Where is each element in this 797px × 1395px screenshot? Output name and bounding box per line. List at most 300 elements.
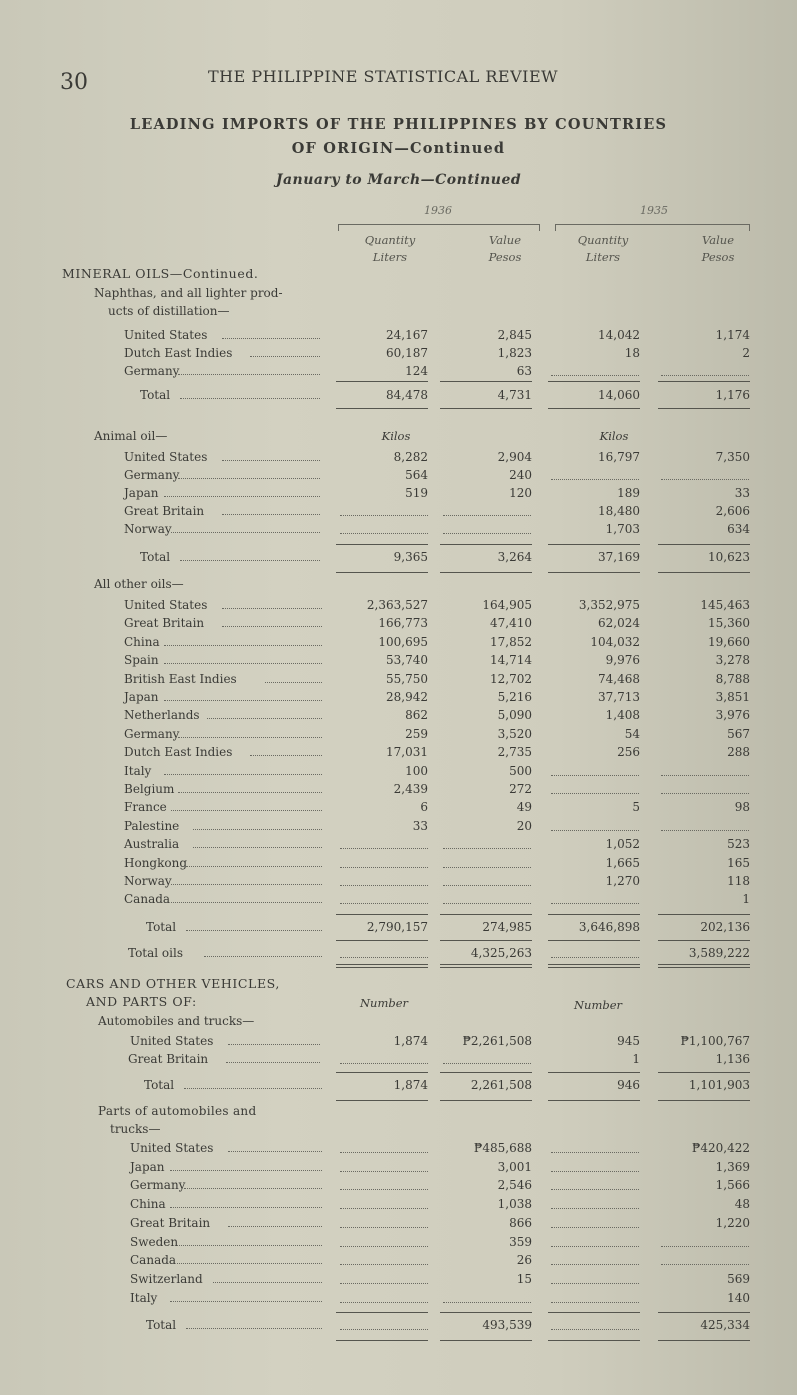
- value-cell-v35: 288: [727, 745, 750, 760]
- value-cell-q35: 1,052: [605, 837, 640, 852]
- empty-cell-q35: [551, 1270, 639, 1284]
- dot-leader: [265, 670, 322, 683]
- value-cell-q36: 519: [405, 486, 428, 500]
- country-name: British East Indies: [124, 671, 237, 686]
- total-row: [0, 944, 797, 962]
- value-cell-q35: 16,797: [598, 450, 640, 464]
- country-name: United States: [130, 1141, 214, 1155]
- value-cell-q35: 5: [632, 800, 640, 815]
- dot-leader: [222, 448, 320, 461]
- country-name: Canada: [130, 1253, 177, 1268]
- value-cell-v35: 202,136: [700, 920, 750, 934]
- table-row: [0, 817, 797, 835]
- value-cell-v36: 5,090: [497, 708, 532, 723]
- dot-leader: [177, 1233, 322, 1246]
- running-head: THE PHILIPPINE STATISTICAL REVIEW: [208, 67, 559, 86]
- empty-cell-q35: [551, 817, 639, 831]
- dot-leader: [250, 743, 322, 756]
- value-cell-v36: 1,038: [497, 1197, 532, 1212]
- underline-rule: [336, 967, 428, 968]
- underline-rule: [440, 967, 532, 968]
- total-row: [0, 1076, 797, 1094]
- value-cell-q35: 1,703: [605, 522, 640, 536]
- country-name: Italy: [124, 763, 152, 778]
- underline-rule: [440, 964, 532, 965]
- total-row: [0, 548, 797, 566]
- empty-cell-q35: [551, 1214, 639, 1228]
- dot-leader: [164, 688, 322, 701]
- empty-cell-q36: [340, 890, 428, 904]
- table-row: [0, 872, 797, 890]
- section-cars-line-2: AND PARTS OF:: [86, 994, 197, 1009]
- country-name: Hongkong: [124, 855, 188, 870]
- dot-leader: [180, 386, 320, 399]
- underline-rule: [440, 381, 532, 382]
- dot-leader: [184, 1076, 322, 1089]
- underline-rule: [548, 544, 640, 545]
- country-name: Canada: [124, 892, 171, 907]
- value-cell-q35: 18,480: [598, 504, 640, 518]
- value-cell-q35: 1,665: [605, 855, 640, 870]
- empty-cell-q35: [551, 1158, 639, 1172]
- underline-rule: [658, 1100, 750, 1101]
- table-title-line-2: OF ORIGIN—Continued: [291, 140, 506, 157]
- value-cell-v35: 3,589,222: [688, 946, 750, 960]
- country-name: Germany: [124, 726, 180, 741]
- value-cell-v35: 569: [727, 1271, 750, 1286]
- value-cell-v36: 63: [516, 364, 532, 378]
- value-cell-q35: 189: [617, 486, 640, 500]
- country-name: Great Britain: [124, 504, 205, 518]
- total-row: [0, 918, 797, 936]
- value-cell-q36: 60,187: [386, 346, 428, 360]
- unit-kilos-1936: Kilos: [381, 429, 411, 443]
- value-cell-v36: 49: [516, 800, 532, 815]
- value-cell-v35: ₱420,422: [691, 1141, 750, 1155]
- empty-cell-q35: [551, 944, 639, 958]
- underline-rule: [658, 940, 750, 941]
- country-name: Dutch East Indies: [124, 745, 233, 760]
- dot-leader: [186, 918, 322, 931]
- value-cell-q35: 256: [617, 745, 640, 760]
- underline-rule: [658, 964, 750, 965]
- value-cell-q35: 74,468: [598, 671, 640, 686]
- dot-leader: [228, 1139, 322, 1152]
- value-cell-q36: 259: [405, 726, 428, 741]
- underline-rule: [440, 914, 532, 915]
- total-label: Total: [140, 388, 171, 402]
- value-cell-q35: 1,270: [605, 874, 640, 888]
- empty-cell-q36: [340, 502, 428, 516]
- dot-leader: [171, 798, 322, 811]
- value-cell-q36: 2,439: [393, 782, 428, 796]
- value-cell-v36: 20: [516, 818, 532, 833]
- col-head-quantity-1936: Quantity Liters: [364, 233, 416, 264]
- table-row: [0, 1032, 797, 1050]
- empty-cell-v36: [443, 1289, 531, 1303]
- total-label: Total oils: [128, 946, 183, 960]
- empty-cell-v36: [443, 502, 531, 516]
- value-cell-v36: 359: [509, 1234, 532, 1249]
- table-row: [0, 688, 797, 706]
- dot-leader: [226, 1050, 320, 1063]
- table-row: [0, 448, 797, 466]
- page-number: 30: [60, 70, 88, 95]
- value-cell-v36: 3,264: [497, 550, 532, 564]
- underline-rule: [548, 1100, 640, 1101]
- underline-rule: [440, 1312, 532, 1313]
- value-cell-v36: 272: [509, 782, 532, 796]
- total-label: Total: [144, 1078, 175, 1092]
- empty-cell-q35: [551, 780, 639, 794]
- table-row: [0, 1158, 797, 1176]
- country-name: China: [124, 634, 160, 649]
- value-cell-v36: 4,325,263: [470, 946, 532, 960]
- table-row: [0, 725, 797, 743]
- unit-number-1936: Number: [359, 996, 409, 1010]
- dot-leader: [164, 633, 322, 646]
- value-cell-v36: 2,735: [497, 745, 532, 760]
- value-cell-v35: 3,976: [715, 708, 750, 723]
- value-cell-v35: 567: [727, 726, 750, 741]
- empty-cell-v35: [661, 817, 749, 831]
- value-cell-q35: 3,646,898: [578, 920, 640, 934]
- value-cell-q35: 62,024: [598, 616, 640, 631]
- value-cell-v36: 3,001: [497, 1159, 532, 1174]
- value-cell-v35: 98: [734, 800, 750, 815]
- dot-leader: [207, 706, 322, 719]
- underline-rule: [548, 967, 640, 968]
- empty-cell-v36: [443, 1050, 531, 1064]
- section-parts-line-1: Parts of automobiles and: [98, 1104, 257, 1118]
- total-row: [0, 1316, 797, 1334]
- dot-leader: [222, 502, 320, 515]
- value-cell-q36: 33: [412, 818, 428, 833]
- value-cell-v35: 1,174: [715, 328, 750, 342]
- country-name: Norway: [124, 522, 172, 536]
- underline-rule: [548, 940, 640, 941]
- country-name: Belgium: [124, 782, 175, 796]
- value-cell-q36: 24,167: [386, 328, 428, 342]
- value-cell-v35: 1,369: [715, 1159, 750, 1174]
- value-cell-v36: 2,904: [497, 450, 532, 464]
- dot-leader: [170, 1158, 322, 1171]
- section-cars-line-1: CARS AND OTHER VEHICLES,: [66, 976, 280, 991]
- table-row: [0, 762, 797, 780]
- country-name: Great Britain: [128, 1052, 209, 1066]
- value-cell-v35: 2: [742, 346, 750, 360]
- col-head-value-1935: Value Pesos: [701, 233, 735, 264]
- table-row: [0, 1289, 797, 1307]
- underline-rule: [548, 914, 640, 915]
- value-cell-v35: 48: [734, 1197, 750, 1212]
- table-row: [0, 780, 797, 798]
- dot-leader: [180, 548, 320, 561]
- dot-leader: [193, 835, 322, 848]
- value-cell-v35: 1: [742, 892, 750, 907]
- underline-rule: [440, 1340, 532, 1341]
- dot-leader: [228, 1214, 322, 1227]
- country-name: Norway: [124, 874, 172, 888]
- dot-leader: [193, 817, 322, 830]
- table-title-line-1: LEADING IMPORTS OF THE PHILIPPINES BY COUNTRIES: [129, 116, 668, 133]
- country-name: Australia: [124, 837, 180, 852]
- empty-cell-q36: [340, 520, 428, 534]
- underline-rule: [336, 1100, 428, 1101]
- underline-rule: [336, 572, 428, 573]
- year-1935: 1935: [640, 204, 668, 217]
- dot-leader: [178, 466, 320, 479]
- table-row: [0, 1214, 797, 1232]
- value-cell-v35: 1,566: [715, 1178, 750, 1193]
- dot-leader: [164, 762, 322, 775]
- value-cell-q35: 54: [624, 726, 640, 741]
- empty-cell-q36: [340, 835, 428, 849]
- table-subtitle: January to March—Continued: [275, 172, 522, 188]
- underline-rule: [658, 572, 750, 573]
- value-cell-v35: 1,176: [715, 388, 750, 402]
- value-cell-q36: 9,365: [393, 550, 428, 564]
- value-cell-v36: 500: [509, 763, 532, 778]
- value-cell-v36: 47,410: [490, 616, 532, 631]
- country-name: Germany: [124, 364, 180, 378]
- empty-cell-q35: [551, 762, 639, 776]
- underline-rule: [440, 1100, 532, 1101]
- underline-rule: [336, 1340, 428, 1341]
- country-name: China: [130, 1197, 166, 1212]
- value-cell-v35: 19,660: [708, 634, 750, 649]
- total-label: Total: [146, 1318, 177, 1332]
- empty-cell-v35: [661, 780, 749, 794]
- empty-cell-q36: [340, 1316, 428, 1330]
- country-name: Netherlands: [124, 708, 200, 723]
- total-label: Total: [140, 550, 171, 564]
- value-cell-q35: 37,169: [598, 550, 640, 564]
- empty-cell-v36: [443, 872, 531, 886]
- value-cell-v36: 2,261,508: [470, 1078, 532, 1092]
- value-cell-v36: 26: [516, 1253, 532, 1268]
- country-name: Sweden: [130, 1234, 179, 1249]
- empty-cell-q36: [340, 1270, 428, 1284]
- empty-cell-q36: [340, 1139, 428, 1153]
- value-cell-q36: 862: [405, 708, 428, 723]
- country-name: Switzerland: [130, 1271, 203, 1286]
- table-row: [0, 1270, 797, 1288]
- value-cell-v36: 12,702: [490, 671, 532, 686]
- value-cell-v36: 3,520: [497, 726, 532, 741]
- value-cell-q36: 100: [405, 763, 428, 778]
- dot-leader: [186, 854, 322, 867]
- value-cell-v35: 165: [727, 855, 750, 870]
- value-cell-v36: 2,845: [497, 328, 532, 342]
- value-cell-v35: 3,851: [715, 690, 750, 704]
- dot-leader: [164, 484, 320, 497]
- dot-leader: [170, 1195, 322, 1208]
- value-cell-q35: 37,713: [598, 690, 640, 704]
- col-head-quantity-1935: Quantity Liters: [577, 233, 629, 264]
- underline-rule: [440, 1072, 532, 1073]
- value-cell-q35: 1,408: [605, 708, 640, 723]
- dot-leader: [177, 1251, 322, 1264]
- value-cell-v36: 14,714: [490, 653, 532, 668]
- section-mineral-oils: MINERAL OILS—Continued.: [62, 266, 259, 281]
- value-cell-v35: 2,606: [715, 504, 750, 518]
- value-cell-q35: 18: [624, 346, 640, 360]
- underline-rule: [548, 964, 640, 965]
- table-row: [0, 1176, 797, 1194]
- table-row: [0, 651, 797, 669]
- underline-rule: [548, 1312, 640, 1313]
- value-cell-q36: 6: [420, 800, 428, 815]
- value-cell-v35: 523: [727, 837, 750, 852]
- underline-rule: [548, 1340, 640, 1341]
- value-cell-v35: 634: [727, 522, 750, 536]
- value-cell-q35: 14,042: [598, 328, 640, 342]
- value-cell-v36: 164,905: [482, 598, 532, 612]
- value-cell-q35: 946: [617, 1078, 640, 1092]
- value-cell-q35: 3,352,975: [578, 598, 640, 612]
- country-name: Germany: [124, 468, 180, 482]
- dot-leader: [171, 872, 322, 885]
- value-cell-v35: 33: [734, 486, 750, 500]
- country-name: Italy: [130, 1290, 158, 1305]
- value-cell-v36: 493,539: [482, 1318, 532, 1332]
- value-cell-q36: 100,695: [378, 634, 428, 649]
- table-row: [0, 596, 797, 614]
- value-cell-v35: ₱1,100,767: [680, 1034, 750, 1048]
- value-cell-q35: 104,032: [590, 634, 640, 649]
- value-cell-q35: 1: [632, 1052, 640, 1066]
- underline-rule: [548, 1072, 640, 1073]
- value-cell-q35: 945: [617, 1034, 640, 1048]
- table-row: [0, 1050, 797, 1068]
- value-cell-v36: 1,823: [497, 346, 532, 360]
- dot-leader: [164, 651, 322, 664]
- total-row: [0, 386, 797, 404]
- empty-cell-q36: [340, 1289, 428, 1303]
- value-cell-q36: 55,750: [386, 671, 428, 686]
- value-cell-q36: 17,031: [386, 745, 428, 760]
- value-cell-q35: 14,060: [598, 388, 640, 402]
- underline-rule: [440, 544, 532, 545]
- empty-cell-q35: [551, 1195, 639, 1209]
- table-row: [0, 520, 797, 538]
- table-row: [0, 835, 797, 853]
- empty-cell-q36: [340, 1176, 428, 1190]
- value-cell-v36: 2,546: [497, 1178, 532, 1193]
- dot-leader: [178, 362, 320, 375]
- table-row: [0, 614, 797, 632]
- underline-rule: [548, 381, 640, 382]
- table-row: [0, 1195, 797, 1213]
- country-name: United States: [124, 450, 208, 464]
- underline-rule: [336, 408, 428, 409]
- value-cell-v35: 425,334: [700, 1318, 750, 1332]
- value-cell-q36: 2,363,527: [366, 598, 428, 612]
- country-name: Great Britain: [124, 616, 205, 631]
- col-head-value-1936: Value Pesos: [488, 233, 522, 264]
- dot-leader: [178, 780, 322, 793]
- table-row: [0, 326, 797, 344]
- underline-rule: [658, 1340, 750, 1341]
- dot-leader: [178, 725, 322, 738]
- empty-cell-q35: [551, 1139, 639, 1153]
- value-cell-v36: ₱485,688: [473, 1141, 532, 1155]
- value-cell-q36: 1,874: [393, 1034, 428, 1048]
- underline-rule: [658, 967, 750, 968]
- section-animal-oil: Animal oil—: [94, 429, 168, 443]
- brace-1936: [338, 224, 540, 231]
- empty-cell-q35: [551, 890, 639, 904]
- empty-cell-q36: [340, 872, 428, 886]
- empty-cell-q36: [340, 944, 428, 958]
- value-cell-v35: 1,136: [715, 1052, 750, 1066]
- empty-cell-v35: [661, 466, 749, 480]
- value-cell-v36: 5,216: [497, 690, 532, 704]
- value-cell-v36: 240: [509, 468, 532, 482]
- value-cell-v35: 1,220: [715, 1215, 750, 1230]
- section-automobiles: Automobiles and trucks—: [98, 1014, 255, 1028]
- brace-1935: [555, 224, 750, 231]
- empty-cell-v35: [661, 1251, 749, 1265]
- dot-leader: [250, 344, 320, 357]
- unit-number-1935: Number: [573, 998, 623, 1012]
- country-name: Spain: [124, 653, 159, 668]
- country-name: Palestine: [124, 818, 180, 833]
- underline-rule: [336, 964, 428, 965]
- empty-cell-v35: [661, 762, 749, 776]
- dot-leader: [186, 1316, 322, 1329]
- country-name: France: [124, 800, 167, 815]
- table-row: [0, 633, 797, 651]
- value-cell-v36: 274,985: [482, 920, 532, 934]
- country-name: Great Britain: [130, 1215, 211, 1230]
- value-cell-q36: 1,874: [393, 1078, 428, 1092]
- year-1936: 1936: [424, 204, 452, 217]
- dot-leader: [222, 614, 322, 627]
- value-cell-v35: 8,788: [715, 671, 750, 686]
- table-row: [0, 502, 797, 520]
- empty-cell-q35: [551, 466, 639, 480]
- table-row: [0, 890, 797, 908]
- empty-cell-q36: [340, 1251, 428, 1265]
- table-row: [0, 1233, 797, 1251]
- dot-leader: [204, 944, 322, 957]
- table-row: [0, 743, 797, 761]
- value-cell-q36: 84,478: [386, 388, 428, 402]
- value-cell-q36: 28,942: [386, 690, 428, 704]
- empty-cell-q36: [340, 1214, 428, 1228]
- dot-leader: [228, 1032, 320, 1045]
- value-cell-v35: 1,101,903: [688, 1078, 750, 1092]
- section-naphthas-line-2: ucts of distillation—: [108, 304, 230, 318]
- underline-rule: [548, 572, 640, 573]
- table-row: [0, 854, 797, 872]
- empty-cell-v35: [661, 362, 749, 376]
- underline-rule: [658, 408, 750, 409]
- total-label: Total: [146, 920, 177, 934]
- value-cell-q36: 53,740: [386, 653, 428, 668]
- value-cell-v36: 866: [509, 1215, 532, 1230]
- empty-cell-v36: [443, 890, 531, 904]
- underline-rule: [336, 381, 428, 382]
- value-cell-q36: 564: [405, 468, 428, 482]
- value-cell-v35: 145,463: [700, 598, 750, 612]
- table-row: [0, 706, 797, 724]
- country-name: United States: [124, 328, 208, 342]
- empty-cell-q35: [551, 362, 639, 376]
- dot-leader: [170, 1289, 322, 1302]
